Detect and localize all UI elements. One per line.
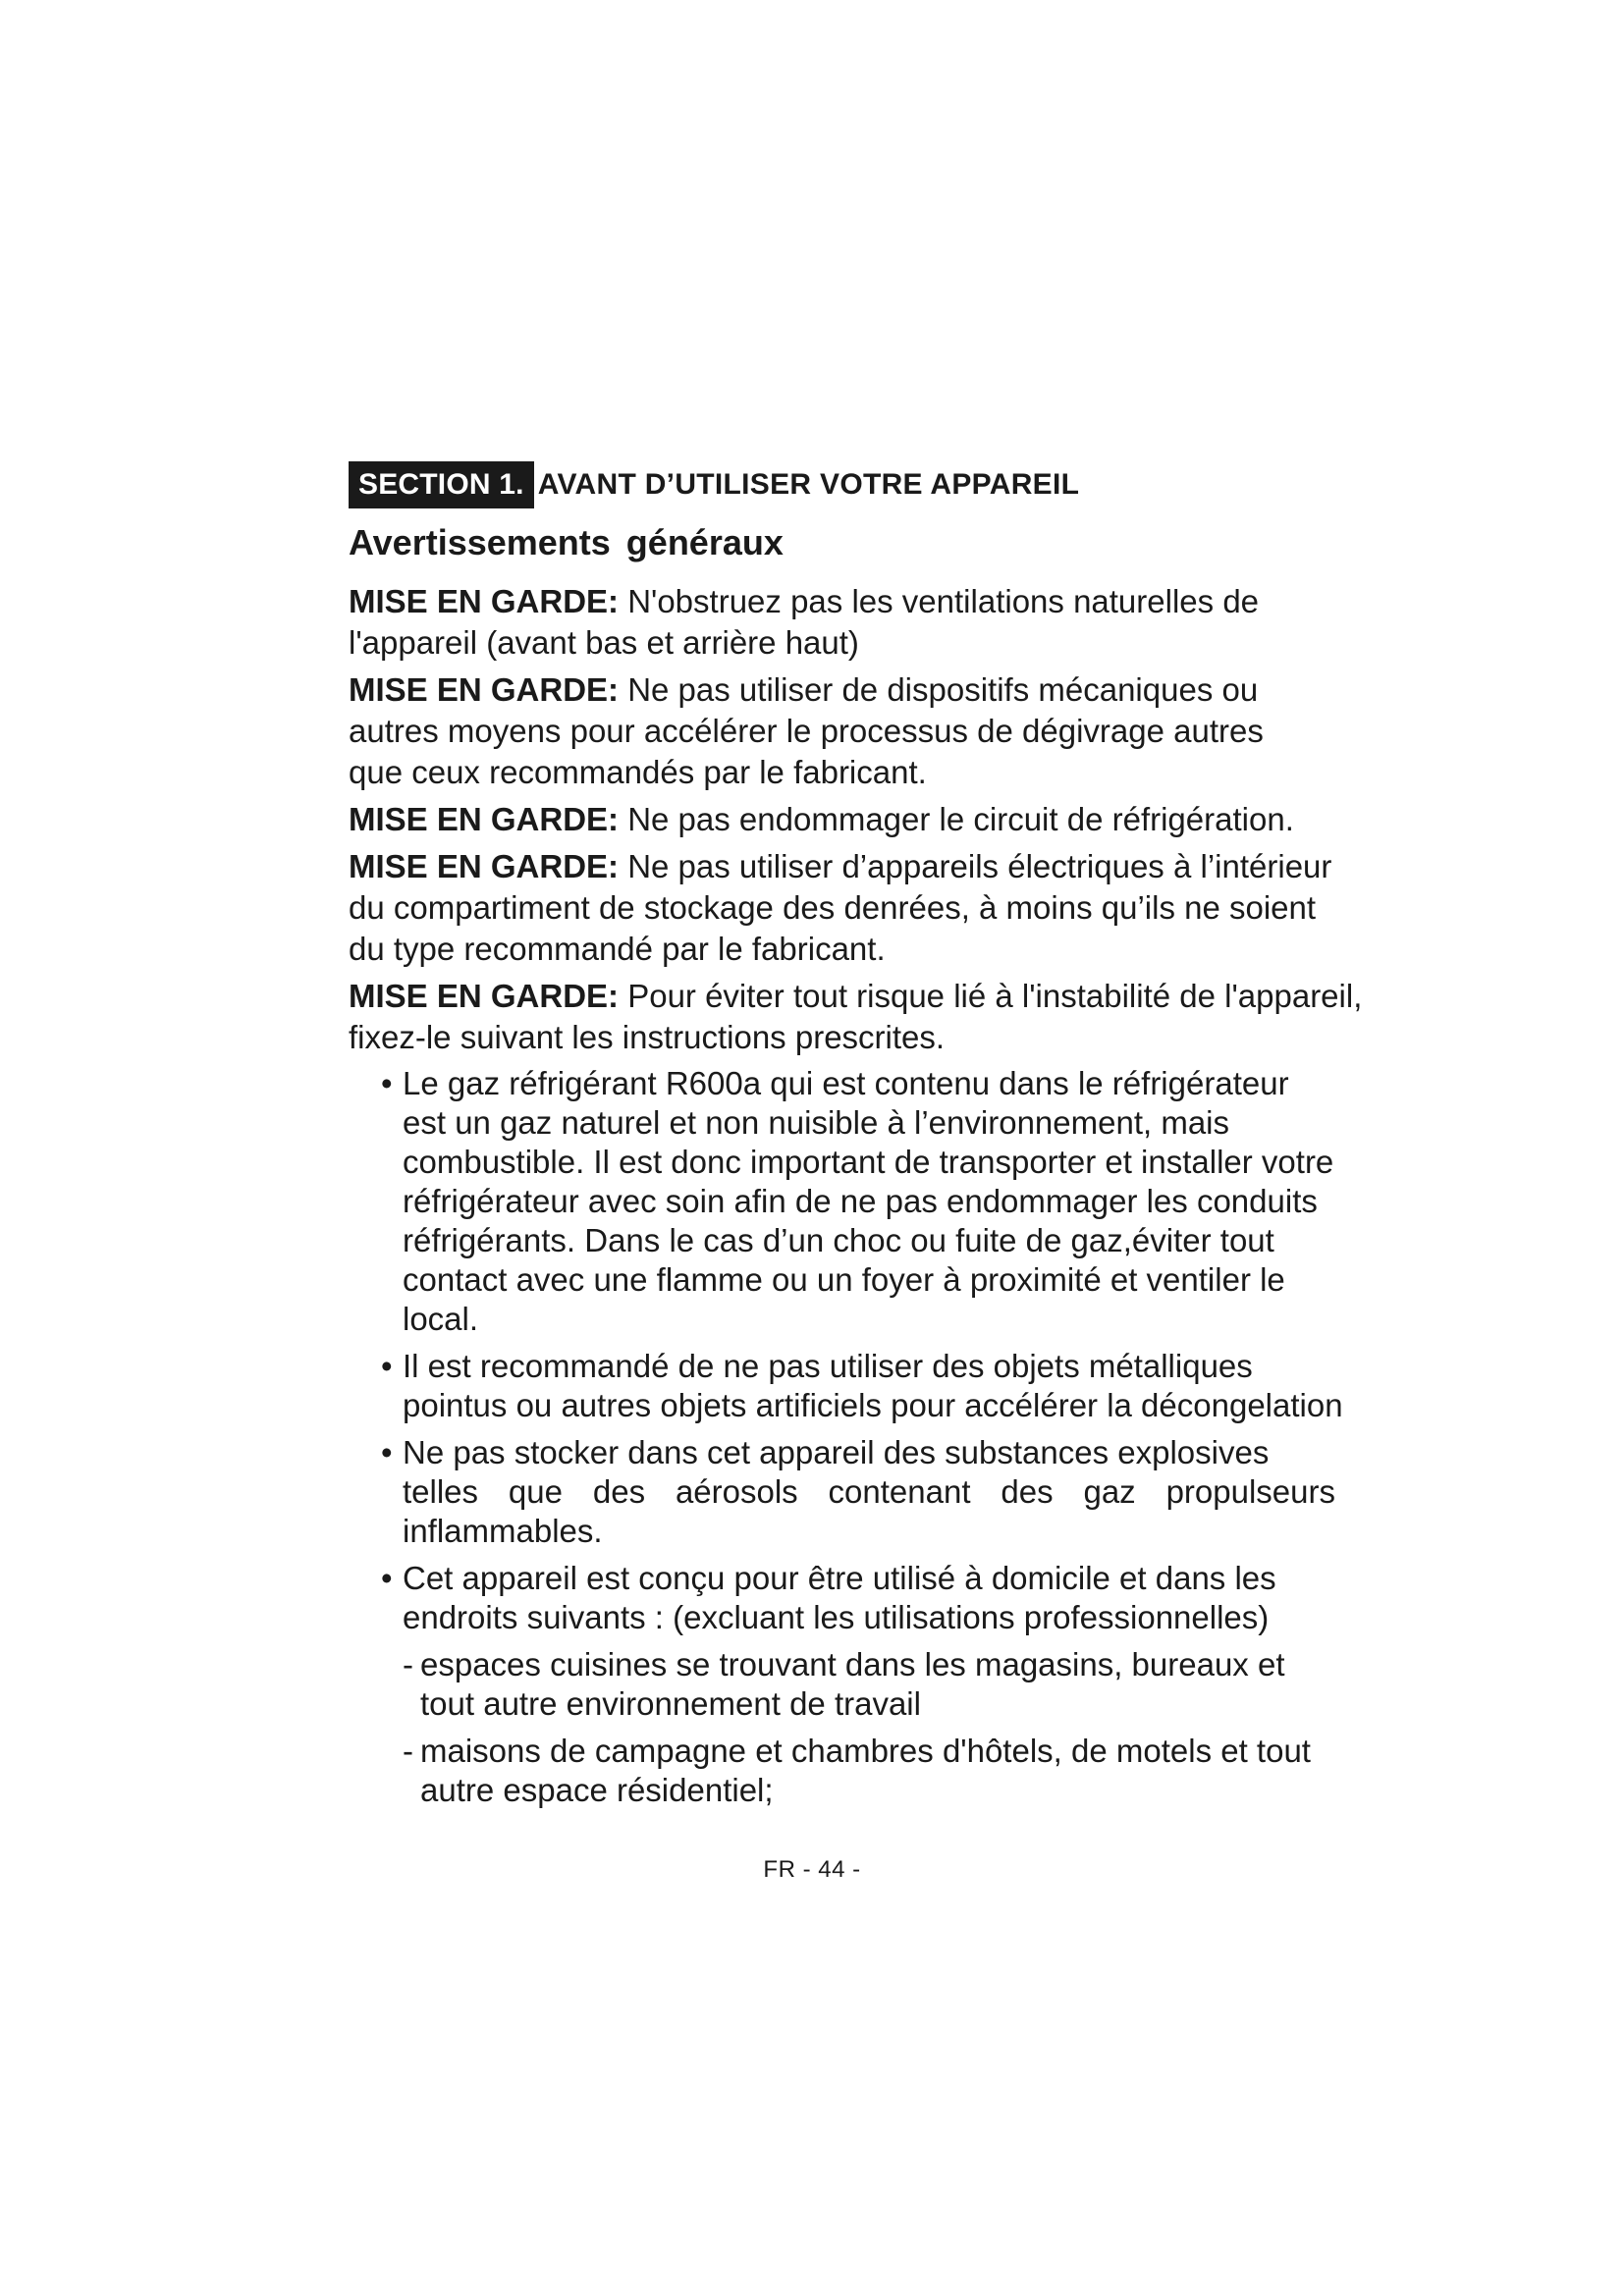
bullet-icon: • bbox=[381, 1065, 393, 1101]
text-line: inflammables. bbox=[403, 1513, 603, 1549]
page-content bbox=[349, 461, 1389, 1818]
text-line: contact avec une flamme ou un foyer à proximité et ventiler le bbox=[403, 1261, 1285, 1298]
text-line: que ceux recommandés par le fabricant. bbox=[349, 754, 927, 790]
text-line: du compartiment de stockage des denrées, à moins qu’ils ne soient bbox=[349, 889, 1317, 926]
text-line bbox=[349, 976, 1389, 1017]
text-line bbox=[349, 669, 1389, 711]
text-line bbox=[349, 799, 1389, 840]
text-line: pointus ou autres objets artificiels pour accélérer la décongelation bbox=[403, 1387, 1343, 1423]
bullet-icon: • bbox=[381, 1434, 393, 1470]
warning-paragraph bbox=[349, 581, 1389, 664]
warning-text: Ne pas utiliser de dispositifs mécaniques ou bbox=[619, 671, 1259, 708]
section-header bbox=[349, 461, 1389, 508]
warning-paragraph bbox=[349, 669, 1389, 793]
text-line: Ne pas stocker dans cet appareil des substances explosives bbox=[403, 1434, 1270, 1470]
warning-label: MISE EN GARDE: bbox=[349, 583, 620, 619]
text-line: local. bbox=[403, 1301, 479, 1337]
warning-label: MISE EN GARDE: bbox=[349, 801, 620, 837]
text-line: Il est recommandé de ne pas utiliser des objets métalliques bbox=[403, 1348, 1253, 1384]
section-badge: SECTION 1. bbox=[349, 461, 534, 508]
text-line: du type recommandé par le fabricant. bbox=[349, 931, 886, 967]
warning-text: Ne pas utiliser d’appareils électriques à l’intérieur bbox=[619, 848, 1332, 884]
list-item bbox=[381, 1559, 1389, 1637]
text-line: combustible. Il est donc important de transporter et installer votre bbox=[403, 1144, 1334, 1180]
list-item bbox=[381, 1433, 1389, 1551]
warning-text: Ne pas endommager le circuit de réfrigération. bbox=[619, 801, 1294, 837]
text-line: Le gaz réfrigérant R600a qui est contenu dans le réfrigérateur bbox=[403, 1065, 1289, 1101]
text-line: est un gaz naturel et non nuisible à l’environnement, mais bbox=[403, 1104, 1229, 1141]
text-line: autre espace résidentiel; bbox=[420, 1772, 774, 1808]
dash-icon: - bbox=[403, 1733, 413, 1769]
text-line: fixez-le suivant les instructions prescrites. bbox=[349, 1019, 946, 1055]
list-item bbox=[381, 1347, 1389, 1425]
text-line: tout autre environnement de travail bbox=[420, 1685, 921, 1722]
list-item bbox=[403, 1645, 1389, 1724]
list-item bbox=[381, 1064, 1389, 1339]
text-line: telles que des aérosols contenant des gaz propulseurs bbox=[403, 1473, 1335, 1510]
text-line bbox=[349, 581, 1389, 622]
sub-list bbox=[349, 1645, 1389, 1810]
warning-label: MISE EN GARDE: bbox=[349, 978, 620, 1014]
subheading: Avertissements généraux bbox=[349, 522, 784, 562]
warning-text: N'obstruez pas les ventilations naturelles de bbox=[619, 583, 1260, 619]
warning-paragraph bbox=[349, 799, 1389, 840]
text-line: endroits suivants : (excluant les utilisations professionnelles) bbox=[403, 1599, 1270, 1635]
dash-icon: - bbox=[403, 1646, 413, 1682]
list-item bbox=[403, 1732, 1389, 1810]
text-line: espaces cuisines se trouvant dans les magasins, bureaux et bbox=[420, 1646, 1285, 1682]
warning-label: MISE EN GARDE: bbox=[349, 671, 620, 708]
text-line: réfrigérateur avec soin afin de ne pas endommager les conduits bbox=[403, 1183, 1318, 1219]
text-line: l'appareil (avant bas et arrière haut) bbox=[349, 624, 859, 661]
warning-label: MISE EN GARDE: bbox=[349, 848, 620, 884]
text-line: Cet appareil est conçu pour être utilisé à domicile et dans les bbox=[403, 1560, 1276, 1596]
text-line: réfrigérants. Dans le cas d’un choc ou fuite de gaz,éviter tout bbox=[403, 1222, 1274, 1258]
warning-text: Pour éviter tout risque lié à l'instabilité de l'appareil, bbox=[619, 978, 1363, 1014]
text-line: maisons de campagne et chambres d'hôtels, de motels et tout bbox=[420, 1733, 1311, 1769]
page-number: FR - 44 - bbox=[763, 1856, 861, 1883]
text-line: autres moyens pour accélérer le processus de dégivrage autres bbox=[349, 713, 1264, 749]
warning-paragraph bbox=[349, 976, 1389, 1058]
bullet-list bbox=[349, 1064, 1389, 1637]
section-title: AVANT D’UTILISER VOTRE APPAREIL bbox=[537, 468, 1080, 501]
bullet-icon: • bbox=[381, 1560, 393, 1596]
warning-paragraph bbox=[349, 846, 1389, 970]
bullet-icon: • bbox=[381, 1348, 393, 1384]
text-line bbox=[349, 846, 1389, 887]
